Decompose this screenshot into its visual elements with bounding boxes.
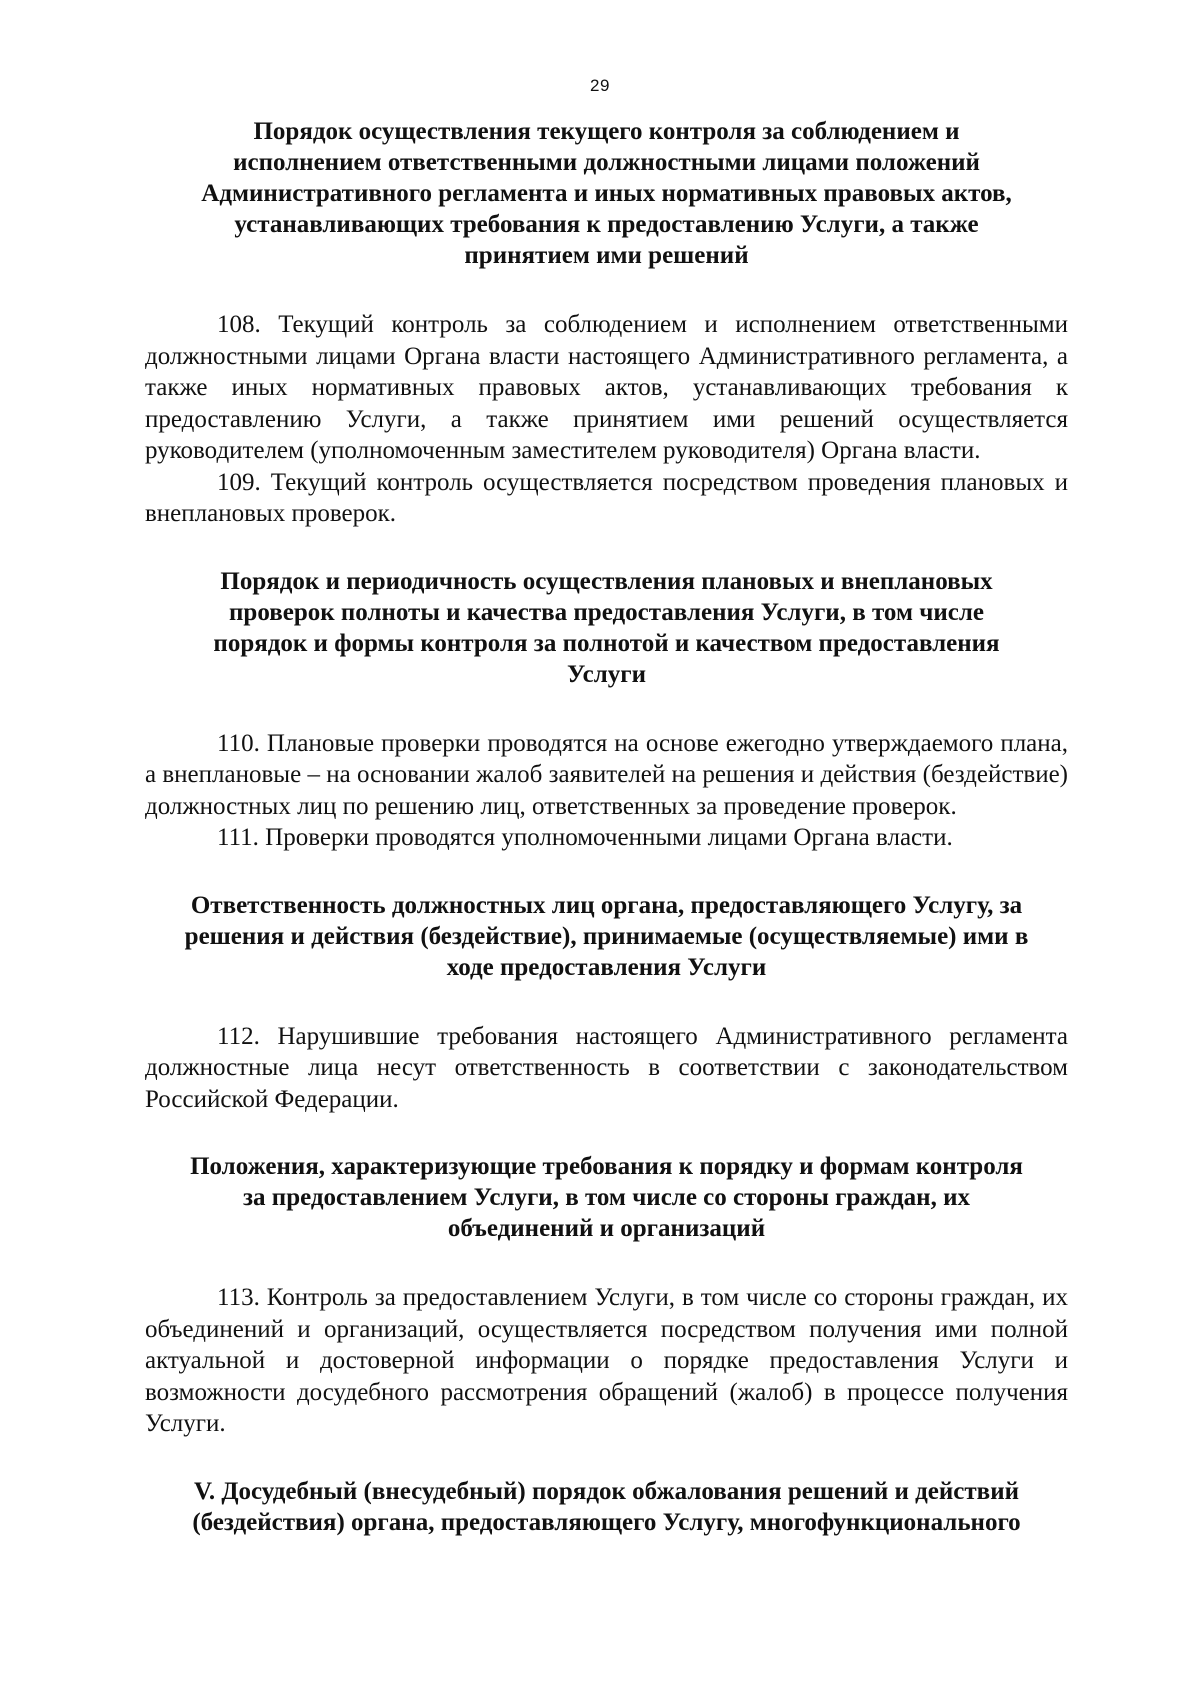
- section-heading: [145, 1151, 1068, 1244]
- heading-line: Ответственность должностных лиц органа, предоставляющего Услугу, за: [190, 891, 1023, 919]
- section-heading: [145, 890, 1068, 983]
- heading-line: устанавливающих требования к предоставлению Услуги, а также: [234, 211, 979, 238]
- heading-line: Положения, характеризующие требования к порядку и формам контроля: [190, 1153, 1023, 1180]
- heading-line: ходе предоставления Услуги: [446, 953, 767, 981]
- paragraph-109: 109. Текущий контроль осуществляется посредством проведения плановых и внеплановых проверок.: [145, 468, 1068, 527]
- section-current-control: [145, 116, 1068, 530]
- heading-line: Порядок и периодичность осуществления плановых и внеплановых: [220, 567, 993, 595]
- page-number: 29: [590, 76, 610, 95]
- section-citizen-control: [145, 1151, 1068, 1440]
- document-content: [145, 116, 1068, 1574]
- paragraph-110: 110. Плановые проверки проводятся на основе ежегодно утверждаемого плана, а внеплановые – на основании жалоб заявителей на решения и действия (бездействие) должностных лиц по решению лиц, ответственных за проведение проверок.: [145, 729, 1068, 820]
- paragraph-111: 111. Проверки проводятся уполномоченными лицами Органа власти.: [217, 824, 953, 851]
- section-heading: [145, 116, 1068, 271]
- section-heading: [145, 1476, 1068, 1538]
- heading-line: принятием ими решений: [464, 242, 749, 269]
- heading-line: решения и действия (бездействие), принимаемые (осуществляемые) ими в: [184, 922, 1029, 950]
- heading-line: проверок полноты и качества предоставления Услуги, в том числе: [229, 598, 984, 626]
- heading-line: исполнением ответственными должностными лицами положений: [233, 149, 980, 176]
- heading-line: V. Досудебный (внесудебный) порядок обжалования решений и действий: [193, 1477, 1019, 1505]
- heading-line: порядок и формы контроля за полнотой и качеством предоставления: [213, 629, 1000, 657]
- section-heading: [145, 566, 1068, 690]
- paragraph-113: 113. Контроль за предоставлением Услуги, в том числе со стороны граждан, их объединений и организаций, осуществляется посредством получения ими полной актуальной и достоверной информации о порядке предоставления Услуги и возможности досудебного рассмотрения обращений (жалоб) в процессе получения Услуги.: [145, 1284, 1068, 1437]
- section-responsibility: [145, 890, 1068, 1116]
- section-pretrial-appeal: [145, 1476, 1068, 1538]
- heading-line: Порядок осуществления текущего контроля за соблюдением и: [253, 118, 960, 145]
- paragraph-108: 108. Текущий контроль за соблюдением и исполнением ответственными должностными лицами Органа власти настоящего Административного регламента, а также иных нормативных правовых актов, устанавливающих требования к предоставлению Услуги, а также принятием ими решений осуществляется руководителем (уполномоченным заместителем руководителя) Органа власти.: [145, 311, 1068, 464]
- heading-line: объединений и организаций: [447, 1215, 766, 1242]
- paragraph-112: 112. Нарушившие требования настоящего Административного регламента должностные лица несут ответственность в соответствии с законодательством Российской Федерации.: [145, 1022, 1068, 1113]
- section-planned-inspections: [145, 566, 1068, 854]
- heading-line: за предоставлением Услуги, в том числе со стороны граждан, их: [243, 1184, 970, 1211]
- heading-line: (бездействия) органа, предоставляющего Услугу, многофункционального: [192, 1508, 1021, 1536]
- heading-line: Услуги: [566, 660, 647, 688]
- heading-line: Административного регламента и иных нормативных правовых актов,: [201, 180, 1012, 207]
